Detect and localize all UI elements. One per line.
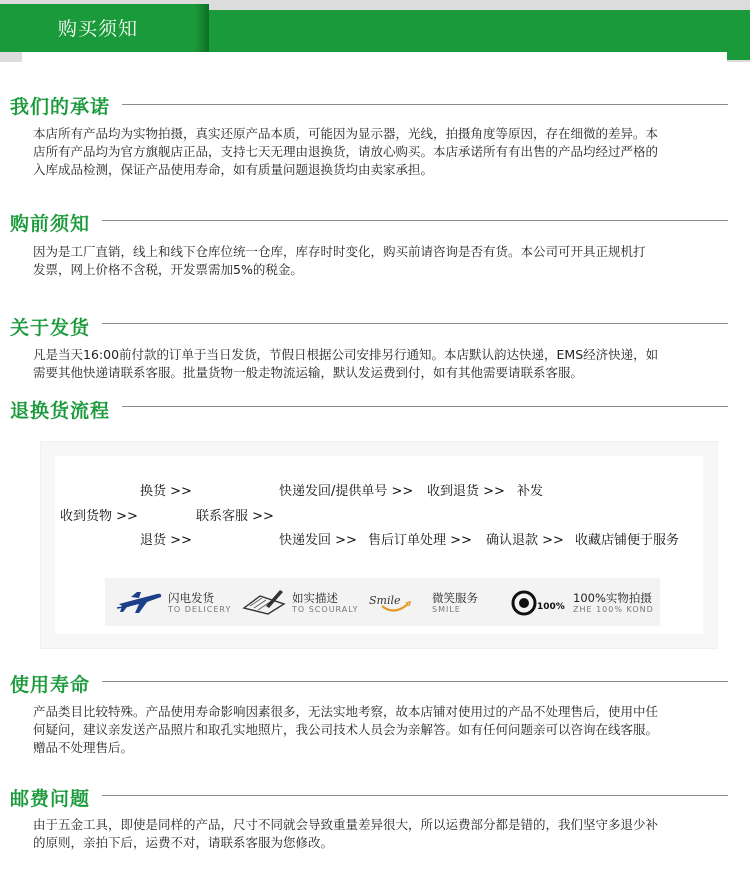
camera-badge-text: 100%: [537, 602, 565, 612]
flow-step-resend: 补发: [517, 484, 544, 499]
camera-100-icon: [510, 586, 565, 616]
section-text-postage: [33, 816, 728, 852]
divider: [102, 681, 728, 682]
header-tab-fold: [195, 4, 209, 52]
section-title-shipping: 关于发货: [10, 317, 91, 339]
page-title: 购买须知: [58, 18, 139, 40]
text-line: 需要其他快递请联系客服。批量货物一般走物流运输，默认发运费到付，如有其他需要请联系客服。: [33, 365, 584, 380]
feature-title: 闪电发货: [168, 591, 214, 605]
text-line: 由于五金工具，即使是同样的产品，尺寸不同就会导致重量差异很大，所以运费部分都是错的，我们坚守多退少补: [33, 817, 659, 832]
divider: [122, 104, 728, 105]
divider: [102, 323, 728, 324]
flow-step-after-sale-order: 售后订单处理 >>: [368, 533, 472, 548]
divider: [102, 795, 728, 796]
divider: [102, 220, 728, 221]
section-title-returns: 退换货流程: [10, 400, 111, 422]
feature-title: 100%实物拍摄: [573, 591, 652, 605]
smile-logo-text: Smile: [369, 594, 401, 607]
flow-step-receive-goods: 收到货物 >>: [60, 509, 138, 524]
flow-step-exchange: 换货 >>: [140, 484, 192, 499]
text-line: 因为是工厂直销，线上和线下仓库位统一仓库，库存时时变化，购买前请咨询是否有货。本公司可开具正规机打: [33, 244, 646, 259]
text-line: 产品类目比较特殊。产品使用寿命影响因素很多，无法实地考察，故本店铺对使用过的产品不处理售后，使用中任: [33, 704, 659, 719]
feature-subtitle: TO SCOURALY: [292, 605, 359, 614]
text-line: 何疑问，建议亲发送产品照片和取孔实地照片，我公司技术人员会为亲解答。如有任何问题亲可以咨询在线客服。: [33, 722, 659, 737]
header-card: [22, 52, 727, 77]
pen-paper-icon: [240, 586, 288, 616]
section-text-promise: [33, 125, 728, 179]
divider: [122, 406, 728, 407]
text-line: 发票，网上价格不含税，开发票需加5%的税金。: [33, 262, 303, 277]
smile-icon: [368, 586, 424, 616]
flow-step-refund-return: 退货 >>: [140, 533, 192, 548]
section-title-prepurchase: 购前须知: [10, 213, 91, 235]
feature-subtitle: TO DELICERY: [168, 605, 232, 614]
text-line: 的原则，亲拍下后，运费不对，请联系客服为您修改。: [33, 835, 334, 850]
text-line: 凡是当天16:00前付款的订单于当日发货，节假日根据公司安排另行通知。本店默认韵达快递，EMS经济快递，如: [33, 347, 659, 362]
section-text-prepurchase: [33, 243, 728, 279]
flow-step-confirm-refund: 确认退款 >>: [486, 533, 564, 548]
text-line: 赠品不处理售后。: [33, 740, 134, 755]
section-title-postage: 邮费问题: [10, 788, 91, 810]
section-text-lifespan: [33, 703, 728, 757]
text-line: 店所有产品均为官方旗舰店正品，支持七天无理由退换货，请放心购买。本店承诺所有有出售的产品均经过严格的: [33, 144, 659, 159]
flow-step-express-return: 快递发回 >>: [279, 533, 357, 548]
airplane-icon: [117, 586, 163, 616]
feature-title: 如实描述: [292, 591, 338, 605]
text-line: 本店所有产品均为实物拍摄，真实还原产品本质，可能因为显示器，光线，拍摄角度等原因，存在细微的差异。本: [33, 126, 659, 141]
section-text-shipping: [33, 346, 728, 382]
text-line: 入库成品检测，保证产品使用寿命，如有质量问题退换货均由卖家承担。: [33, 162, 434, 177]
feature-title: 微笑服务: [432, 591, 478, 605]
section-title-lifespan: 使用寿命: [10, 674, 91, 696]
flow-step-favorite-store: 收藏店铺便于服务: [575, 533, 680, 548]
section-title-promise: 我们的承诺: [10, 96, 111, 118]
flow-step-receive-return: 收到退货 >>: [427, 484, 505, 499]
flow-step-contact-service: 联系客服 >>: [196, 509, 274, 524]
feature-subtitle: ZHE 100% KOND: [573, 605, 654, 614]
flow-step-express-return-number: 快递发回/提供单号 >>: [279, 484, 414, 499]
feature-subtitle: SMILE: [432, 605, 461, 614]
